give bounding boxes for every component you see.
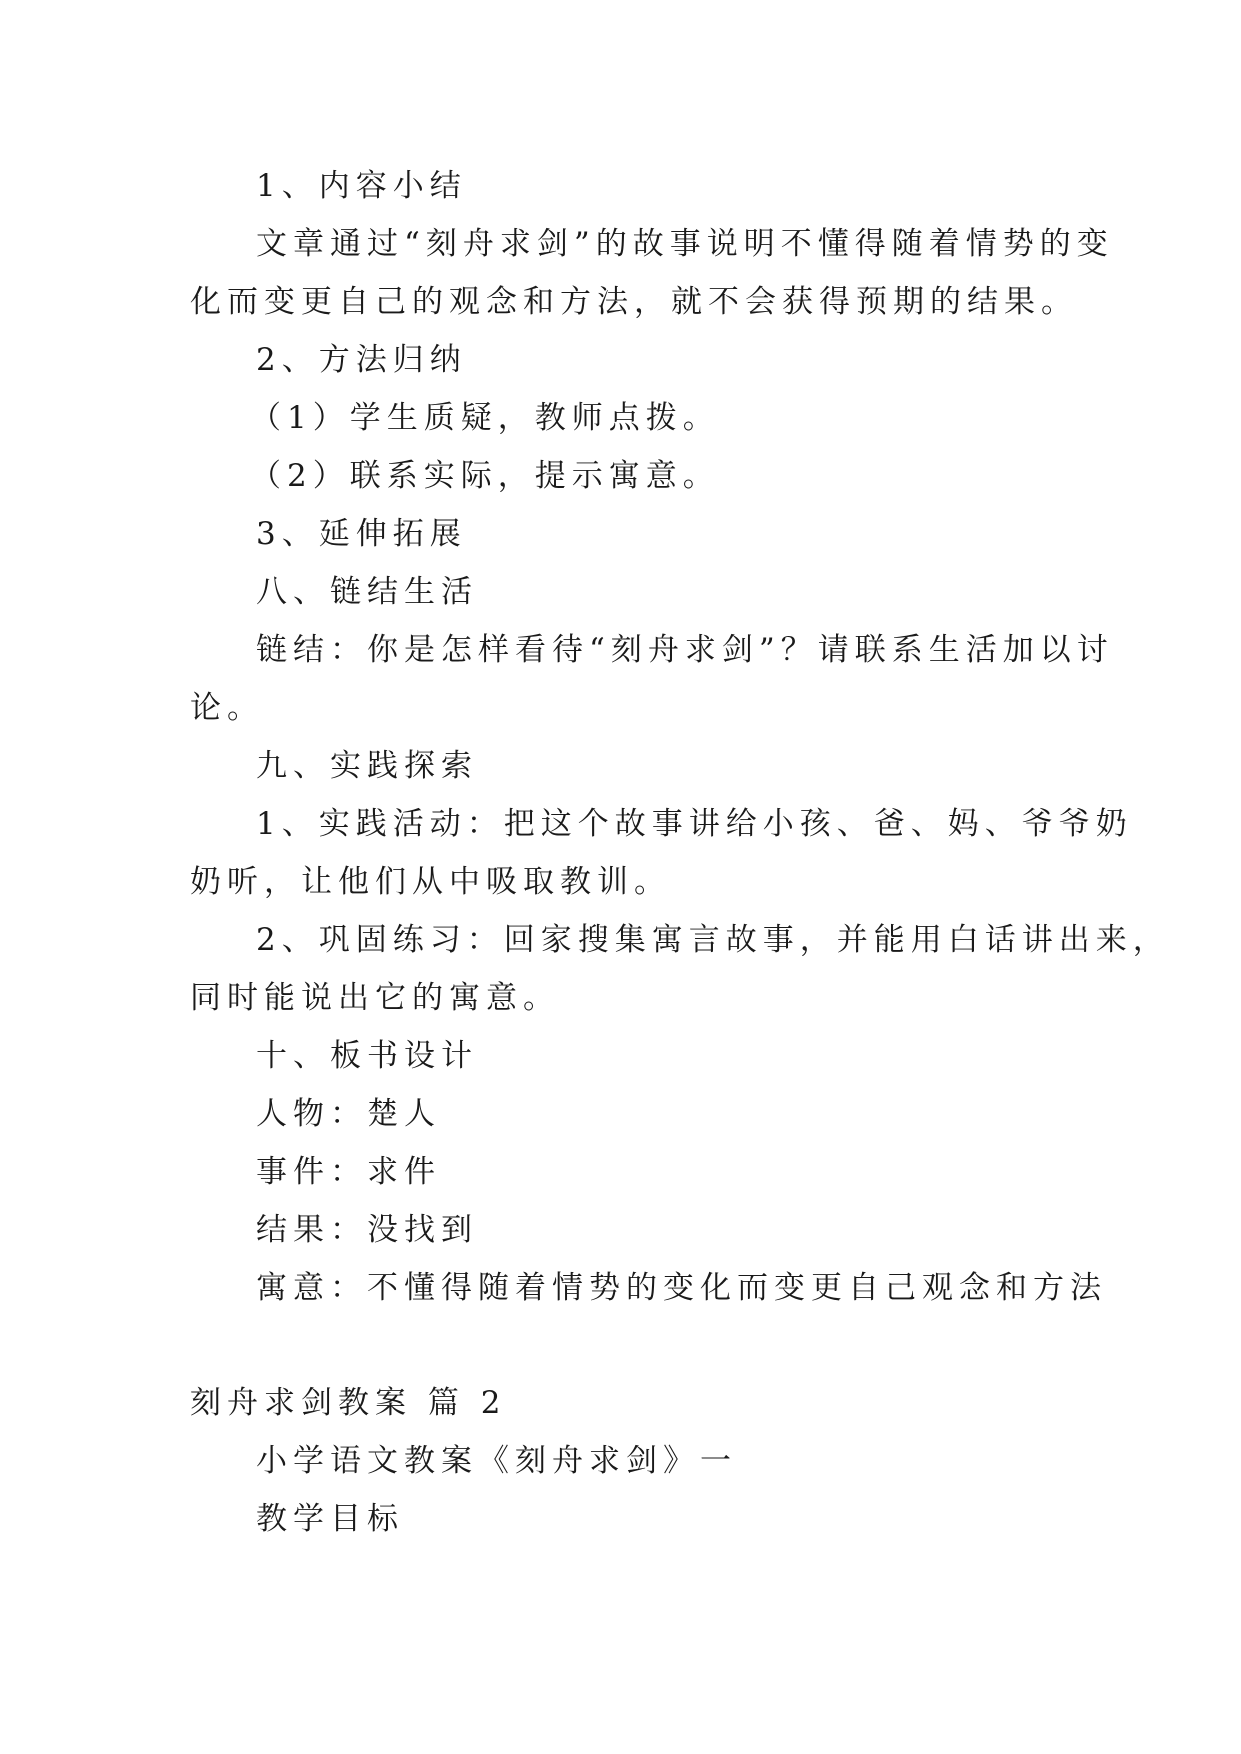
section-heading-practice: 九、实践探索 xyxy=(256,748,478,784)
heading-content-summary: 1、内容小结 xyxy=(256,168,467,204)
list-item: （1）学生质疑，教师点拨。 xyxy=(250,400,720,436)
paragraph-line: 链结：你是怎样看待“刻舟求剑”？请联系生活加以讨 xyxy=(256,632,1114,668)
article-title: 刻舟求剑教案 篇 2 xyxy=(190,1385,507,1421)
paragraph-line: 奶听，让他们从中吸取教训。 xyxy=(190,864,671,900)
paragraph-line: 1、实践活动：把这个故事讲给小孩、爸、妈、爷爷奶 xyxy=(256,806,1133,842)
paragraph-line: 文章通过“刻舟求剑”的故事说明不懂得随着情势的变 xyxy=(256,226,1114,262)
board-item: 寓意：不懂得随着情势的变化而变更自己观念和方法 xyxy=(256,1270,1107,1306)
board-item: 事件：求件 xyxy=(256,1154,441,1190)
paragraph-line: 同时能说出它的寓意。 xyxy=(190,980,560,1016)
board-item: 人物：楚人 xyxy=(256,1096,441,1132)
section-heading-board-design: 十、板书设计 xyxy=(256,1038,478,1074)
paragraph-line: 化而变更自己的观念和方法，就不会获得预期的结果。 xyxy=(190,284,1078,320)
board-item: 结果：没找到 xyxy=(256,1212,478,1248)
list-item: （2）联系实际，提示寓意。 xyxy=(250,458,720,494)
lesson-title: 小学语文教案《刻舟求剑》一 xyxy=(256,1443,737,1479)
paragraph-line: 2、巩固练习：回家搜集寓言故事，并能用白话讲出来， xyxy=(256,922,1170,958)
heading-extension: 3、延伸拓展 xyxy=(256,516,467,552)
section-heading-link-life: 八、链结生活 xyxy=(256,574,478,610)
heading-teaching-goals: 教学目标 xyxy=(256,1501,404,1537)
paragraph-line: 论。 xyxy=(190,690,264,726)
heading-method-summary: 2、方法归纳 xyxy=(256,342,467,378)
